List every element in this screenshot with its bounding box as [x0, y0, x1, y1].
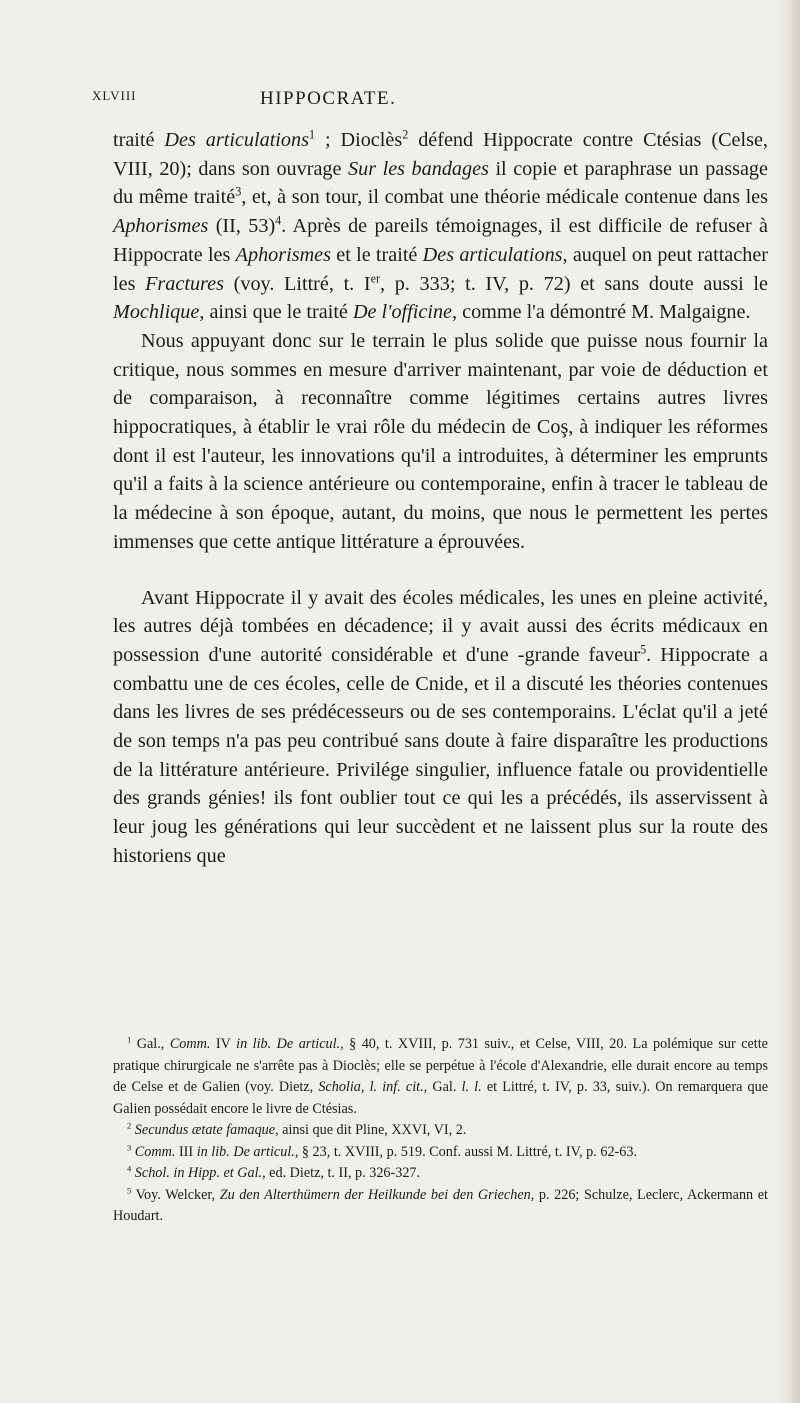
- italic-run: Des articulations: [164, 129, 309, 151]
- italic-run: Fractures: [145, 272, 224, 295]
- footnote-3: [113, 1142, 768, 1164]
- italic-run: Zu den Alterthümern der Heilkunde bei den Griechen: [219, 1186, 531, 1203]
- text-run: III: [175, 1143, 197, 1160]
- italic-run: Schol. in Hipp. et Gal.: [134, 1165, 263, 1181]
- paragraph-1: [113, 126, 768, 327]
- italic-run: Secundus ætate famaque: [134, 1122, 276, 1138]
- text-run: , ainsi que le traité: [199, 301, 353, 324]
- italic-run: Aphorismes: [113, 215, 209, 238]
- text-run: , p. 226; Schulze, Leclerc, Ackermann et Houdart.: [113, 1186, 768, 1224]
- note-reference: 1: [127, 1034, 132, 1045]
- note-reference: 5: [640, 642, 647, 657]
- note-reference: 2: [402, 127, 409, 142]
- italic-run: Sur les bandages: [348, 157, 489, 180]
- note-reference: 5: [127, 1184, 132, 1195]
- text-run: , Gal.: [423, 1079, 462, 1095]
- text-run: (II, 53): [208, 215, 276, 238]
- footnote-2: [113, 1120, 768, 1142]
- paragraph-2: [113, 327, 768, 557]
- italic-run: Comm.: [169, 1036, 211, 1052]
- running-title: HIPPOCRATE.: [260, 88, 397, 109]
- note-reference: 3: [127, 1141, 132, 1152]
- text-run: défend Hippocrate contre Ctésias (Celse, VIII, 20); dans son ouvrage: [113, 129, 768, 180]
- text-run: , ainsi que dit Pline, XXVI, VI, 2.: [275, 1122, 467, 1138]
- footnote-5: [113, 1185, 768, 1228]
- footnote-4: [113, 1163, 768, 1185]
- text-run: Nous appuyant donc sur le terrain le plus solide que puisse nous fournir la critique, nous sommes en mesure d'arriver maintenant, par voie de déduction et de comparaison, à reconnaître comme légitimes certains autres livres hippocratiques, à établir le vrai rôle du médecin de Coş, à indiquer les réformes dont il est l'auteur, les innovations qu'il a introduites, à déterminer les emprunts qu'il a faits à la science antérieure ou contemporaine, enfin à tracer le tableau de la médecine à son époque, autant, du moins, que nous le permettent les pertes immenses que cette antique littérature a éprouvées.: [113, 329, 768, 553]
- note-reference: 2: [127, 1120, 132, 1131]
- text-run: Avant Hippocrate il y avait des écoles médicales, les unes en pleine activité, les autres déjà tombées en décadence; il y avait aussi des écrits médicaux en possession d'une autorité considérable et d'une -grande faveur: [113, 586, 768, 666]
- italic-run: in lib. De articul.: [236, 1036, 341, 1052]
- text-run: Voy. Welcker,: [131, 1186, 220, 1203]
- footnote-1: [113, 1034, 768, 1120]
- italic-run: Mochlique: [113, 301, 200, 324]
- note-reference: 4: [127, 1163, 132, 1174]
- note-reference: 1: [308, 127, 316, 142]
- text-run: et Littré, t. IV, p. 33, suiv.). On remarquera que Galien possédait encore le livre de Ctésias.: [113, 1079, 768, 1117]
- running-head: [92, 88, 692, 112]
- text-run: traité: [113, 129, 165, 151]
- footnotes: [113, 1034, 768, 1228]
- text-run: , ed. Dietz, t. II, p. 326-327.: [262, 1165, 421, 1181]
- italic-run: Scholia, l. inf. cit.: [318, 1079, 424, 1095]
- italic-run: De l'officine: [352, 301, 453, 324]
- text-run: , § 40, t. XVIII, p. 731 suiv., et Celse, VIII, 20. La polémique sur cette pratique chirurgicale ne s'arrête pas à Dioclès; elle se perpétue à l'école d'Alexandrie, elle durait encore au temps de Celse et de Galien (voy. Dietz,: [113, 1036, 768, 1095]
- text-run: . Hippocrate a combattu une de ces écoles, celle de Cnide, et il a discuté les théories contenues dans les livres de ses prédécesseurs ou de ses contemporains. L'éclat qu'il a jeté de son temps n'a pas peu contribué sans doute à faire disparaître les productions de la littérature antérieure. Privilége singulier, influence fatale ou providentielle des grands génies! ils font oublier tout ce qui les a précédés, ils asservissent à leur joug les générations qui leur succèdent et ne laissent plus sur la route des historiens que: [113, 643, 768, 867]
- text-run: (voy. Littré, t. I: [223, 272, 371, 295]
- text-run: , p. 333; t. IV, p. 72) et sans doute aussi le: [380, 272, 768, 295]
- italic-run: Des articulations: [422, 243, 563, 266]
- page-number: XLVIII: [92, 88, 137, 103]
- note-reference: 4: [275, 213, 282, 228]
- page-edge-shadow: [778, 0, 800, 1403]
- paragraph-3: [113, 584, 768, 871]
- text-run: . Après de pareils témoignages, il est difficile de refuser à Hippocrate les: [113, 215, 769, 266]
- text-run: il copie et paraphrase un passage du même traité: [113, 157, 768, 209]
- text-run: Gal.,: [131, 1036, 170, 1052]
- body-text: [113, 126, 768, 871]
- italic-run: Aphorismes: [235, 243, 331, 266]
- text-run: et le traité: [330, 243, 423, 266]
- text-run: ; Dioclès: [315, 129, 403, 151]
- italic-run: in lib. De articul.: [196, 1143, 295, 1160]
- note-reference: 3: [235, 184, 242, 199]
- text-run: , comme l'a démontré M. Malgaigne.: [452, 301, 751, 324]
- italic-run: Comm.: [134, 1143, 176, 1160]
- text-run: , § 23, t. XVIII, p. 519. Conf. aussi M. Littré, t. IV, p. 62-63.: [294, 1143, 637, 1160]
- text-run: , et, à son tour, il combat une théorie médicale contenue dans les: [241, 186, 768, 209]
- italic-run: l. l.: [461, 1079, 482, 1095]
- text-run: IV: [210, 1036, 237, 1052]
- note-reference: er: [370, 270, 381, 285]
- text-run: , auquel on peut rattacher les: [113, 243, 768, 295]
